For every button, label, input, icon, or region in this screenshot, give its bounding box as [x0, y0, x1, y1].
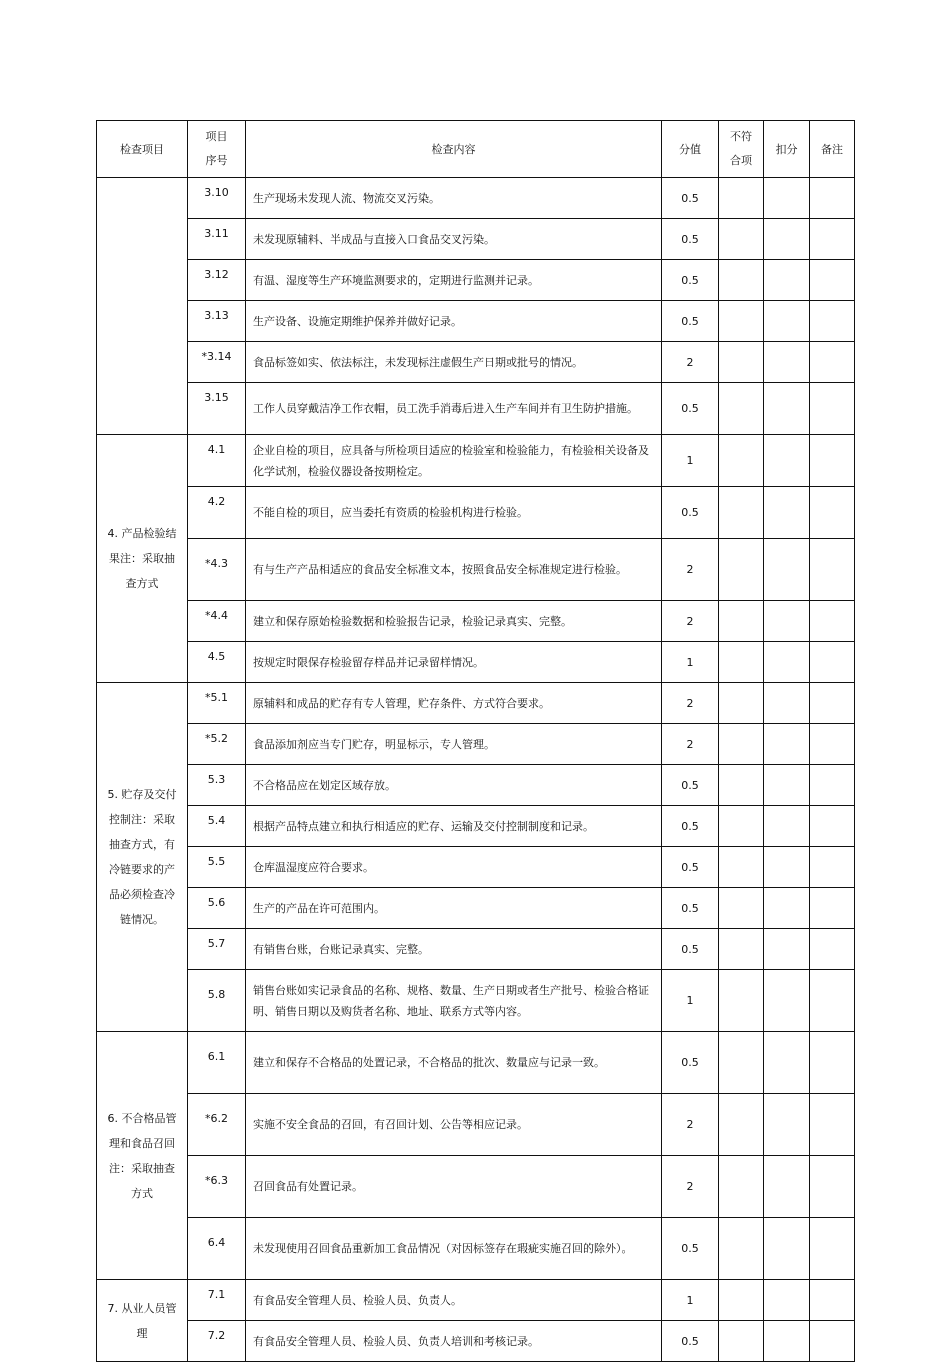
content-cell: 有销售台账，台账记录真实、完整。	[246, 929, 662, 970]
category-cell-7: 7. 从业人员管理	[97, 1280, 188, 1362]
score-cell: 2	[662, 724, 719, 765]
content-cell: 根据产品特点建立和执行相适应的贮存、运输及交付控制制度和记录。	[246, 806, 662, 847]
remark-cell[interactable]	[810, 383, 855, 435]
deduct-cell[interactable]	[764, 970, 810, 1032]
header-row	[97, 121, 855, 178]
table-row	[97, 383, 855, 435]
remark-cell[interactable]	[810, 1032, 855, 1094]
remark-cell[interactable]	[810, 487, 855, 539]
content-cell: 食品添加剂应当专门贮存，明显标示，专人管理。	[246, 724, 662, 765]
seq-cell: *6.3	[188, 1156, 246, 1218]
content-cell: 未发现原辅料、半成品与直接入口食品交叉污染。	[246, 219, 662, 260]
seq-cell: *4.3	[188, 539, 246, 601]
deduct-cell[interactable]	[764, 1094, 810, 1156]
content-cell: 实施不安全食品的召回，有召回计划、公告等相应记录。	[246, 1094, 662, 1156]
table-row	[97, 888, 855, 929]
score-cell: 0.5	[662, 1321, 719, 1362]
score-cell: 0.5	[662, 383, 719, 435]
table-row	[97, 435, 855, 487]
remark-cell[interactable]	[810, 765, 855, 806]
header-deduct: 扣分	[764, 121, 810, 178]
noncompliant-cell[interactable]	[719, 1218, 764, 1280]
score-cell: 0.5	[662, 888, 719, 929]
seq-cell: 3.12	[188, 260, 246, 301]
table-row	[97, 1032, 855, 1094]
noncompliant-cell[interactable]	[719, 1280, 764, 1321]
deduct-cell[interactable]	[764, 342, 810, 383]
score-cell: 2	[662, 683, 719, 724]
score-cell: 0.5	[662, 178, 719, 219]
remark-cell[interactable]	[810, 1156, 855, 1218]
content-cell: 未发现使用召回食品重新加工食品情况（对因标签存在瑕疵实施召回的除外）。	[246, 1218, 662, 1280]
header-content: 检查内容	[246, 121, 662, 178]
table-row	[97, 970, 855, 1032]
remark-cell[interactable]	[810, 724, 855, 765]
table-row	[97, 642, 855, 683]
category-cell-3	[97, 178, 188, 435]
score-cell: 0.5	[662, 929, 719, 970]
noncompliant-cell[interactable]	[719, 1094, 764, 1156]
table-row	[97, 301, 855, 342]
deduct-cell[interactable]	[764, 601, 810, 642]
score-cell: 2	[662, 1094, 719, 1156]
deduct-cell[interactable]	[764, 260, 810, 301]
remark-cell[interactable]	[810, 847, 855, 888]
noncompliant-cell[interactable]	[719, 260, 764, 301]
remark-cell[interactable]	[810, 970, 855, 1032]
remark-cell[interactable]	[810, 342, 855, 383]
table-row	[97, 539, 855, 601]
inspection-table	[96, 120, 855, 1362]
remark-cell[interactable]	[810, 601, 855, 642]
noncompliant-cell[interactable]	[719, 970, 764, 1032]
seq-cell: *5.2	[188, 724, 246, 765]
seq-cell: 3.15	[188, 383, 246, 435]
content-cell: 销售台账如实记录食品的名称、规格、数量、生产日期或者生产批号、检验合格证明、销售日期以及购货者名称、地址、联系方式等内容。	[246, 970, 662, 1032]
content-cell: 仓库温湿度应符合要求。	[246, 847, 662, 888]
content-cell: 工作人员穿戴洁净工作衣帽，员工洗手消毒后进入生产车间并有卫生防护措施。	[246, 383, 662, 435]
noncompliant-cell[interactable]	[719, 929, 764, 970]
content-cell: 召回食品有处置记录。	[246, 1156, 662, 1218]
table-row	[97, 342, 855, 383]
deduct-cell[interactable]	[764, 765, 810, 806]
noncompliant-cell[interactable]	[719, 435, 764, 487]
remark-cell[interactable]	[810, 435, 855, 487]
seq-cell: *6.2	[188, 1094, 246, 1156]
content-cell: 建立和保存原始检验数据和检验报告记录，检验记录真实、完整。	[246, 601, 662, 642]
noncompliant-cell[interactable]	[719, 539, 764, 601]
remark-cell[interactable]	[810, 260, 855, 301]
header-remark: 备注	[810, 121, 855, 178]
header-noncompliant: 不符合项	[719, 121, 764, 178]
content-cell: 生产设备、设施定期维护保养并做好记录。	[246, 301, 662, 342]
content-cell: 有与生产产品相适应的食品安全标准文本，按照食品安全标准规定进行检验。	[246, 539, 662, 601]
score-cell: 0.5	[662, 301, 719, 342]
noncompliant-cell[interactable]	[719, 1321, 764, 1362]
content-cell: 有食品安全管理人员、检验人员、负责人。	[246, 1280, 662, 1321]
table-row	[97, 1218, 855, 1280]
content-cell: 有食品安全管理人员、检验人员、负责人培训和考核记录。	[246, 1321, 662, 1362]
table-row	[97, 724, 855, 765]
score-cell: 0.5	[662, 847, 719, 888]
deduct-cell[interactable]	[764, 888, 810, 929]
category-cell-5: 5. 贮存及交付控制注：采取抽查方式，有冷链要求的产品必须检查冷链情况。	[97, 683, 188, 1032]
remark-cell[interactable]	[810, 539, 855, 601]
inspection-checklist-page	[96, 120, 854, 1362]
remark-cell[interactable]	[810, 219, 855, 260]
seq-cell: *3.14	[188, 342, 246, 383]
seq-cell: 5.4	[188, 806, 246, 847]
content-cell: 原辅料和成品的贮存有专人管理，贮存条件、方式符合要求。	[246, 683, 662, 724]
table-row	[97, 219, 855, 260]
deduct-cell[interactable]	[764, 683, 810, 724]
deduct-cell[interactable]	[764, 806, 810, 847]
noncompliant-cell[interactable]	[719, 683, 764, 724]
deduct-cell[interactable]	[764, 178, 810, 219]
table-row	[97, 1156, 855, 1218]
seq-cell: 4.5	[188, 642, 246, 683]
seq-cell: *4.4	[188, 601, 246, 642]
noncompliant-cell[interactable]	[719, 219, 764, 260]
score-cell: 2	[662, 539, 719, 601]
table-row	[97, 929, 855, 970]
score-cell: 2	[662, 342, 719, 383]
remark-cell[interactable]	[810, 683, 855, 724]
seq-cell: 5.8	[188, 970, 246, 1032]
table-row	[97, 847, 855, 888]
deduct-cell[interactable]	[764, 539, 810, 601]
deduct-cell[interactable]	[764, 929, 810, 970]
seq-cell: 5.3	[188, 765, 246, 806]
seq-cell: 7.2	[188, 1321, 246, 1362]
seq-cell: 6.4	[188, 1218, 246, 1280]
score-cell: 1	[662, 435, 719, 487]
remark-cell[interactable]	[810, 888, 855, 929]
content-cell: 按规定时限保存检验留存样品并记录留样情况。	[246, 642, 662, 683]
remark-cell[interactable]	[810, 1094, 855, 1156]
table-row	[97, 1094, 855, 1156]
content-cell: 生产现场未发现人流、物流交叉污染。	[246, 178, 662, 219]
remark-cell[interactable]	[810, 642, 855, 683]
header-seq: 项目序号	[188, 121, 246, 178]
noncompliant-cell[interactable]	[719, 1032, 764, 1094]
seq-cell: 4.1	[188, 435, 246, 487]
deduct-cell[interactable]	[764, 1321, 810, 1362]
noncompliant-cell[interactable]	[719, 765, 764, 806]
table-row	[97, 260, 855, 301]
content-cell: 不能自检的项目，应当委托有资质的检验机构进行检验。	[246, 487, 662, 539]
table-row	[97, 806, 855, 847]
remark-cell[interactable]	[810, 806, 855, 847]
header-score: 分值	[662, 121, 719, 178]
content-cell: 企业自检的项目，应具备与所检项目适应的检验室和检验能力，有检验相关设备及化学试剂，检验仪器设备按期检定。	[246, 435, 662, 487]
seq-cell: *5.1	[188, 683, 246, 724]
deduct-cell[interactable]	[764, 301, 810, 342]
content-cell: 有温、湿度等生产环境监测要求的，定期进行监测并记录。	[246, 260, 662, 301]
deduct-cell[interactable]	[764, 435, 810, 487]
deduct-cell[interactable]	[764, 1156, 810, 1218]
score-cell: 2	[662, 601, 719, 642]
noncompliant-cell[interactable]	[719, 724, 764, 765]
noncompliant-cell[interactable]	[719, 342, 764, 383]
seq-cell: 5.6	[188, 888, 246, 929]
table-row	[97, 765, 855, 806]
deduct-cell[interactable]	[764, 219, 810, 260]
seq-cell: 3.13	[188, 301, 246, 342]
deduct-cell[interactable]	[764, 724, 810, 765]
score-cell: 0.5	[662, 219, 719, 260]
deduct-cell[interactable]	[764, 383, 810, 435]
remark-cell[interactable]	[810, 1280, 855, 1321]
header-category: 检查项目	[97, 121, 188, 178]
content-cell: 食品标签如实、依法标注，未发现标注虚假生产日期或批号的情况。	[246, 342, 662, 383]
score-cell: 1	[662, 1280, 719, 1321]
score-cell: 0.5	[662, 260, 719, 301]
remark-cell[interactable]	[810, 301, 855, 342]
score-cell: 2	[662, 1156, 719, 1218]
deduct-cell[interactable]	[764, 487, 810, 539]
noncompliant-cell[interactable]	[719, 847, 764, 888]
content-cell: 生产的产品在许可范围内。	[246, 888, 662, 929]
score-cell: 0.5	[662, 487, 719, 539]
noncompliant-cell[interactable]	[719, 178, 764, 219]
score-cell: 0.5	[662, 1032, 719, 1094]
score-cell: 0.5	[662, 806, 719, 847]
deduct-cell[interactable]	[764, 1280, 810, 1321]
seq-cell: 3.11	[188, 219, 246, 260]
table-row	[97, 487, 855, 539]
noncompliant-cell[interactable]	[719, 1156, 764, 1218]
seq-cell: 4.2	[188, 487, 246, 539]
score-cell: 0.5	[662, 765, 719, 806]
noncompliant-cell[interactable]	[719, 487, 764, 539]
deduct-cell[interactable]	[764, 1032, 810, 1094]
noncompliant-cell[interactable]	[719, 642, 764, 683]
score-cell: 1	[662, 642, 719, 683]
remark-cell[interactable]	[810, 929, 855, 970]
noncompliant-cell[interactable]	[719, 301, 764, 342]
noncompliant-cell[interactable]	[719, 806, 764, 847]
noncompliant-cell[interactable]	[719, 888, 764, 929]
remark-cell[interactable]	[810, 1218, 855, 1280]
deduct-cell[interactable]	[764, 1218, 810, 1280]
noncompliant-cell[interactable]	[719, 601, 764, 642]
deduct-cell[interactable]	[764, 847, 810, 888]
remark-cell[interactable]	[810, 1321, 855, 1362]
seq-cell: 3.10	[188, 178, 246, 219]
table-row	[97, 601, 855, 642]
content-cell: 不合格品应在划定区域存放。	[246, 765, 662, 806]
seq-cell: 5.5	[188, 847, 246, 888]
remark-cell[interactable]	[810, 178, 855, 219]
score-cell: 0.5	[662, 1218, 719, 1280]
table-row	[97, 683, 855, 724]
seq-cell: 6.1	[188, 1032, 246, 1094]
table-row	[97, 178, 855, 219]
noncompliant-cell[interactable]	[719, 383, 764, 435]
seq-cell: 7.1	[188, 1280, 246, 1321]
deduct-cell[interactable]	[764, 642, 810, 683]
category-cell-6: 6. 不合格品管理和食品召回注：采取抽查方式	[97, 1032, 188, 1280]
content-cell: 建立和保存不合格品的处置记录，不合格品的批次、数量应与记录一致。	[246, 1032, 662, 1094]
score-cell: 1	[662, 970, 719, 1032]
table-row	[97, 1321, 855, 1362]
category-cell-4: 4. 产品检验结果注：采取抽查方式	[97, 435, 188, 683]
seq-cell: 5.7	[188, 929, 246, 970]
table-row	[97, 1280, 855, 1321]
